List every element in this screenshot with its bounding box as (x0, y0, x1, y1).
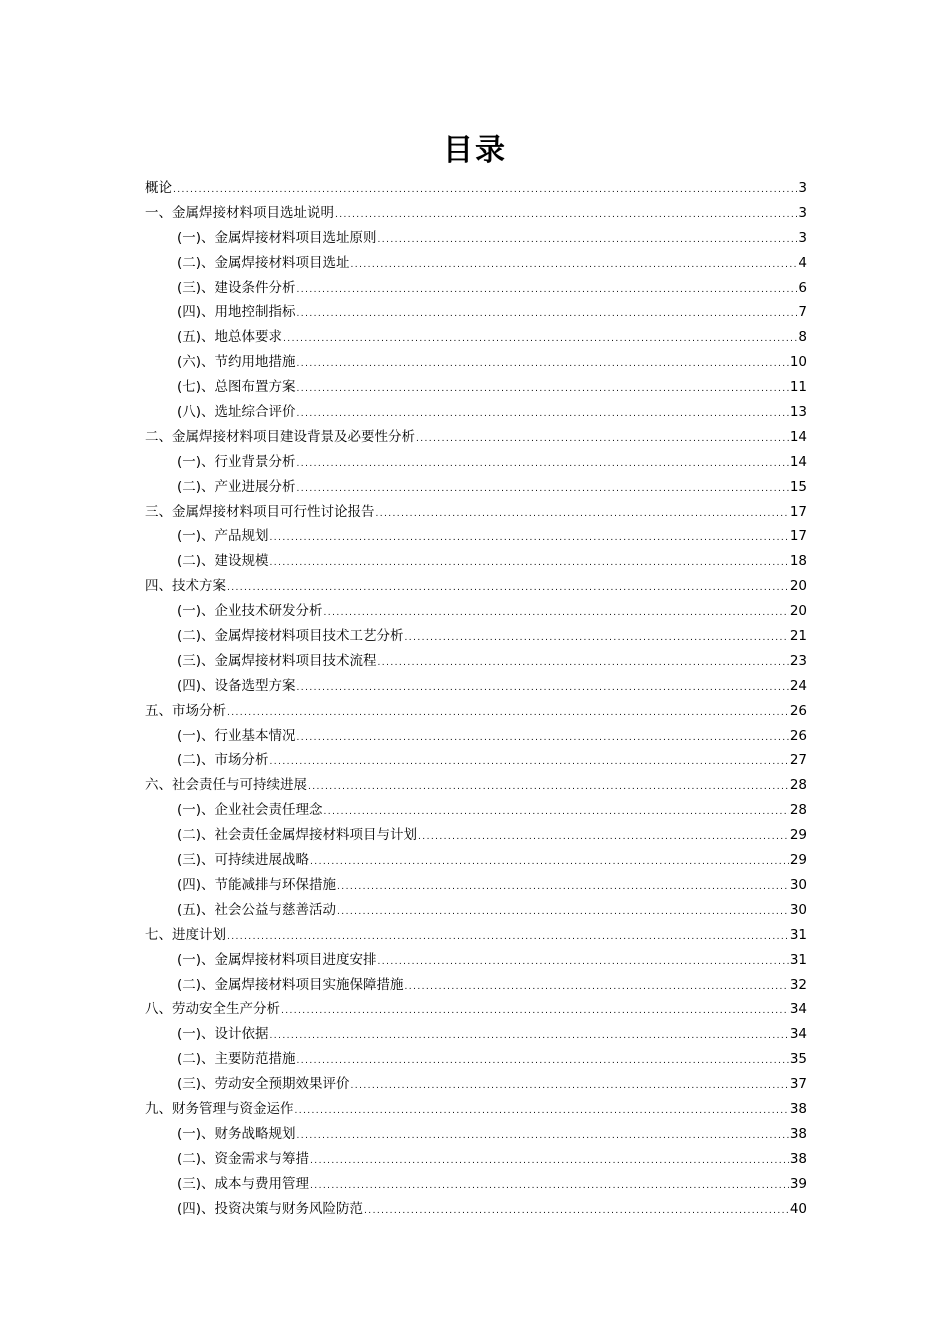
toc-page-number: 38 (789, 1125, 807, 1142)
toc-entry-label: (二)、主要防范措施 (177, 1051, 296, 1068)
toc-subentry[interactable] (145, 1197, 807, 1222)
toc-subentry[interactable] (145, 823, 807, 848)
dot-leader (297, 1124, 789, 1149)
toc-subentry[interactable] (145, 524, 807, 549)
toc-entry-label: (三)、劳动安全预期效果评价 (177, 1076, 350, 1093)
toc-entry-label: (一)、金属焊接材料项目进度安排 (177, 951, 377, 968)
toc-entry[interactable] (145, 574, 807, 599)
toc-page-number: 32 (789, 976, 807, 993)
toc-entry-label: (四)、投资决策与财务风险防范 (177, 1200, 364, 1217)
toc-page-number: 37 (789, 1076, 807, 1093)
dot-leader (297, 278, 798, 303)
dot-leader (227, 576, 789, 601)
dot-leader (310, 850, 789, 875)
toc-entry-label: (四)、节能减排与环保措施 (177, 876, 337, 893)
toc-page-number: 29 (789, 852, 807, 869)
toc-entry[interactable] (145, 500, 807, 525)
toc-page-number: 29 (789, 827, 807, 844)
toc-entry-label: (一)、企业技术研发分析 (177, 603, 323, 620)
toc-page-number: 30 (789, 876, 807, 893)
dot-leader (297, 352, 789, 377)
toc-page-number: 38 (789, 1100, 807, 1117)
toc-subentry[interactable] (145, 624, 807, 649)
dot-leader (378, 950, 789, 975)
dot-leader (297, 452, 789, 477)
toc-subentry[interactable] (145, 724, 807, 749)
dot-leader (405, 626, 789, 651)
toc-entry-label: (一)、设计依据 (177, 1026, 269, 1043)
toc-page-number: 15 (789, 478, 807, 495)
toc-subentry[interactable] (145, 973, 807, 998)
toc-entry-label: 二、金属焊接材料项目建设背景及必要性分析 (145, 428, 415, 445)
toc-entry-label: (一)、行业基本情况 (177, 727, 296, 744)
toc-entry-label: 三、金属焊接材料项目可行性讨论报告 (145, 503, 375, 520)
toc-entry-label: (一)、企业社会责任理念 (177, 802, 323, 819)
toc-page-number: 39 (789, 1175, 807, 1192)
toc-subentry[interactable] (145, 599, 807, 624)
toc-subentry[interactable] (145, 748, 807, 773)
toc-page-number: 34 (789, 1026, 807, 1043)
toc-page-number: 13 (789, 404, 807, 421)
dot-leader (297, 1049, 789, 1074)
page-title: 目录 (443, 133, 507, 168)
toc-page-number: 27 (789, 752, 807, 769)
toc-entry-label: 七、进度计划 (145, 926, 226, 943)
toc-entry[interactable] (145, 699, 807, 724)
toc-page-number: 38 (789, 1150, 807, 1167)
toc-subentry[interactable] (145, 1022, 807, 1047)
dot-leader (227, 701, 789, 726)
toc-page-number: 20 (789, 603, 807, 620)
dot-leader (335, 203, 797, 228)
toc-page-number: 24 (789, 677, 807, 694)
toc-page-number: 26 (789, 702, 807, 719)
dot-leader (270, 526, 789, 551)
toc-page-number: 30 (789, 901, 807, 918)
toc-entry-label: 八、劳动安全生产分析 (145, 1001, 280, 1018)
toc-entry-label: (一)、产品规划 (177, 528, 269, 545)
toc-entry-label: (六)、节约用地措施 (177, 354, 296, 371)
dot-leader (295, 1099, 789, 1124)
toc-page-number: 20 (789, 578, 807, 595)
dot-leader (173, 178, 797, 203)
dot-leader (364, 1199, 789, 1224)
toc-page-number: 3 (798, 204, 807, 221)
toc-entry-label: (四)、设备选型方案 (177, 677, 296, 694)
toc-entry[interactable] (145, 176, 807, 201)
toc-subentry[interactable] (145, 450, 807, 475)
toc-subentry[interactable] (145, 226, 807, 251)
dot-leader (297, 377, 789, 402)
toc-subentry[interactable] (145, 350, 807, 375)
toc-subentry[interactable] (145, 873, 807, 898)
toc-subentry[interactable] (145, 1072, 807, 1097)
dot-leader (351, 1074, 789, 1099)
dot-leader (378, 228, 798, 253)
toc-entry-label: (二)、资金需求与筹措 (177, 1150, 310, 1167)
dot-leader (308, 775, 789, 800)
toc-page-number: 31 (789, 951, 807, 968)
toc-page-number: 28 (789, 777, 807, 794)
toc-subentry[interactable] (145, 798, 807, 823)
toc-entry-label: (二)、金属焊接材料项目选址 (177, 254, 350, 271)
dot-leader (283, 327, 797, 352)
dot-leader (310, 1174, 789, 1199)
dot-leader (297, 402, 789, 427)
toc-entry-label: 九、财务管理与资金运作 (145, 1100, 294, 1117)
toc-entry-label: 四、技术方案 (145, 578, 226, 595)
dot-leader (405, 975, 789, 1000)
toc-page-number: 35 (789, 1051, 807, 1068)
toc-page-number: 6 (798, 279, 807, 296)
toc-page-number: 4 (798, 254, 807, 271)
toc-entry-label: (一)、行业背景分析 (177, 453, 296, 470)
toc-subentry[interactable] (145, 300, 807, 325)
toc-subentry[interactable] (145, 1047, 807, 1072)
toc-entry-label: (二)、市场分析 (177, 752, 269, 769)
toc-entry[interactable] (145, 773, 807, 798)
toc-entry-label: (二)、建设规模 (177, 553, 269, 570)
toc-subentry[interactable] (145, 674, 807, 699)
toc-page-number: 28 (789, 802, 807, 819)
toc-subentry[interactable] (145, 251, 807, 276)
toc-entry-label: (四)、用地控制指标 (177, 304, 296, 321)
dot-leader (297, 302, 798, 327)
dot-leader (351, 253, 798, 278)
dot-leader (378, 651, 789, 676)
dot-leader (376, 502, 789, 527)
dot-leader (297, 676, 789, 701)
dot-leader (270, 750, 789, 775)
toc-entry-label: (三)、成本与费用管理 (177, 1175, 310, 1192)
toc-subentry[interactable] (145, 1122, 807, 1147)
toc-entry-label: 概论 (145, 180, 172, 196)
dot-leader (281, 999, 789, 1024)
toc-page-number: 3 (798, 229, 807, 246)
toc-entry[interactable] (145, 201, 807, 226)
toc-entry-label: (二)、金属焊接材料项目实施保障措施 (177, 976, 404, 993)
toc-entry-label: 六、社会责任与可持续进展 (145, 777, 307, 794)
toc-page-number: 18 (789, 553, 807, 570)
toc-entry-label: (五)、社会公益与慈善活动 (177, 901, 337, 918)
toc-page-number: 34 (789, 1001, 807, 1018)
toc-entry-label: (三)、金属焊接材料项目技术流程 (177, 652, 377, 669)
toc-subentry[interactable] (145, 1147, 807, 1172)
dot-leader (337, 900, 789, 925)
table-of-contents (145, 176, 807, 1221)
dot-leader (324, 601, 789, 626)
dot-leader (227, 925, 789, 950)
toc-entry-label: 五、市场分析 (145, 702, 226, 719)
toc-subentry[interactable] (145, 948, 807, 973)
toc-subentry[interactable] (145, 325, 807, 350)
toc-entry-label: (二)、产业进展分析 (177, 478, 296, 495)
toc-entry-label: (三)、可持续进展战略 (177, 852, 310, 869)
toc-entry[interactable] (145, 425, 807, 450)
dot-leader (337, 875, 789, 900)
toc-entry[interactable] (145, 1097, 807, 1122)
toc-page-number: 23 (789, 652, 807, 669)
toc-page-number: 3 (798, 180, 807, 196)
toc-entry-label: 一、金属焊接材料项目选址说明 (145, 204, 334, 221)
toc-subentry[interactable] (145, 375, 807, 400)
dot-leader (297, 726, 789, 751)
toc-subentry[interactable] (145, 1172, 807, 1197)
toc-page-number: 31 (789, 926, 807, 943)
toc-page-number: 11 (789, 379, 807, 396)
toc-subentry[interactable] (145, 649, 807, 674)
toc-entry-label: (一)、财务战略规划 (177, 1125, 296, 1142)
toc-page-number: 40 (789, 1200, 807, 1217)
toc-entry-label: (七)、总图布置方案 (177, 379, 296, 396)
toc-subentry[interactable] (145, 475, 807, 500)
dot-leader (270, 1024, 789, 1049)
toc-page-number: 26 (789, 727, 807, 744)
toc-page-number: 14 (789, 428, 807, 445)
toc-entry[interactable] (145, 923, 807, 948)
dot-leader (310, 1149, 789, 1174)
toc-subentry[interactable] (145, 400, 807, 425)
toc-subentry[interactable] (145, 549, 807, 574)
toc-page-number: 10 (789, 354, 807, 371)
dot-leader (324, 800, 789, 825)
toc-entry[interactable] (145, 997, 807, 1022)
toc-page-number: 21 (789, 628, 807, 645)
dot-leader (418, 825, 789, 850)
toc-page-number: 14 (789, 453, 807, 470)
dot-leader (297, 477, 789, 502)
toc-entry-label: (五)、地总体要求 (177, 329, 283, 346)
toc-page-number: 7 (798, 304, 807, 321)
toc-entry-label: (一)、金属焊接材料项目选址原则 (177, 229, 377, 246)
dot-leader (416, 427, 789, 452)
toc-entry-label: (八)、选址综合评价 (177, 404, 296, 421)
toc-page-number: 8 (798, 329, 807, 346)
toc-subentry[interactable] (145, 848, 807, 873)
toc-subentry[interactable] (145, 898, 807, 923)
toc-page-number: 17 (789, 503, 807, 520)
toc-entry-label: (二)、金属焊接材料项目技术工艺分析 (177, 628, 404, 645)
toc-entry-label: (二)、社会责任金属焊接材料项目与计划 (177, 827, 418, 844)
toc-subentry[interactable] (145, 276, 807, 301)
toc-entry-label: (三)、建设条件分析 (177, 279, 296, 296)
dot-leader (270, 551, 789, 576)
toc-page-number: 17 (789, 528, 807, 545)
